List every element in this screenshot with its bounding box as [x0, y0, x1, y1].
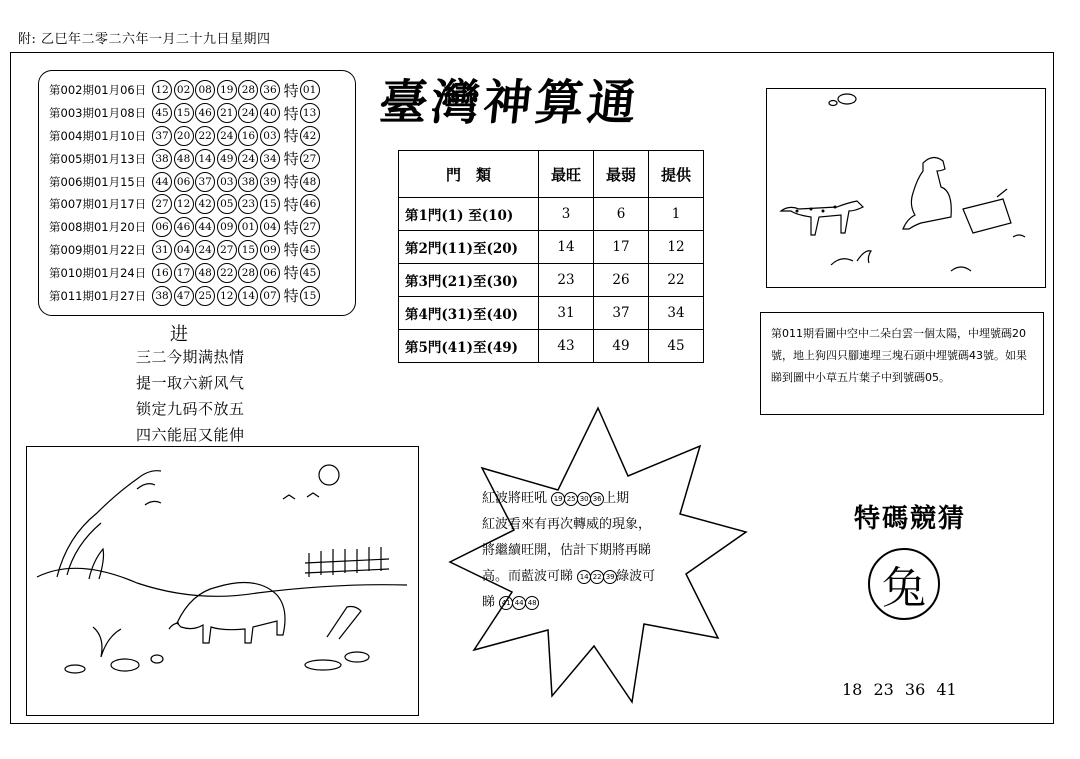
draw-row: [49, 284, 351, 307]
number-ball: 49: [217, 149, 237, 169]
number-ball: 15: [260, 194, 280, 214]
header-cell: 最弱: [594, 151, 649, 198]
special-label: 特: [283, 173, 299, 192]
header-date: 附: 乙巳年二零二六年一月二十九日星期四: [18, 32, 271, 47]
mini-ball: 48: [525, 596, 539, 610]
mini-ball: 14: [577, 570, 591, 584]
number-ball: 04: [174, 240, 194, 260]
table-row: [399, 264, 704, 297]
number-ball: 27: [217, 240, 237, 260]
illustration-man-and-dog: [766, 88, 1046, 288]
mini-ball: 19: [551, 492, 565, 506]
draw-label: 第003期01月08日: [49, 106, 147, 121]
hot-value: 14: [539, 231, 594, 264]
draw-row: [49, 193, 351, 216]
special-label: 特: [283, 241, 299, 260]
mini-ball: 39: [603, 570, 617, 584]
offer-value: 34: [649, 297, 704, 330]
guess-title: 特碼競猜: [854, 504, 967, 534]
special-ball: 45: [300, 240, 320, 260]
number-ball: 39: [260, 172, 280, 192]
draw-row: [49, 216, 351, 239]
number-ball: 27: [152, 194, 172, 214]
number-ball: 06: [152, 217, 172, 237]
cold-value: 26: [594, 264, 649, 297]
star-line: [482, 564, 720, 590]
hint-text: 第011期看圖中空中二朵白雲一個太陽，中埋號碼20號，地上狗四只腳連埋三塊石頭中埋號碼43號。如果睇到圖中小草五片葉子中到號碼05。: [760, 312, 1044, 415]
star-line: 將繼續旺開，估計下期將再睇: [482, 543, 652, 558]
special-ball: 01: [300, 80, 320, 100]
pig-drawing: [27, 447, 417, 714]
number-ball: 07: [260, 286, 280, 306]
number-ball: 08: [195, 80, 215, 100]
gate-label: 第1門(1) 至(10): [399, 198, 539, 231]
number-ball: 15: [238, 240, 258, 260]
number-ball: 23: [238, 194, 258, 214]
number-ball: 31: [152, 240, 172, 260]
draw-label: 第005期01月13日: [49, 151, 147, 166]
number-ball: 24: [238, 149, 258, 169]
number-ball: 16: [152, 263, 172, 283]
mini-ball: 25: [564, 492, 578, 506]
number-ball: 48: [195, 263, 215, 283]
special-label: 特: [283, 195, 299, 214]
verse-line: 提一取六新风气: [136, 374, 245, 392]
draw-row: [49, 102, 351, 125]
number-ball: 40: [260, 103, 280, 123]
gate-table: [398, 150, 704, 363]
offer-value: 45: [649, 330, 704, 363]
number-ball: 12: [152, 80, 172, 100]
verse-line: 四六能屈又能伸: [136, 426, 245, 444]
cold-value: 17: [594, 231, 649, 264]
cold-value: 6: [594, 198, 649, 231]
number-ball: 22: [217, 263, 237, 283]
draw-label: 第002期01月06日: [49, 83, 147, 98]
gate-label: 第2門(11)至(20): [399, 231, 539, 264]
number-ball: 14: [238, 286, 258, 306]
gate-label: 第3門(21)至(30): [399, 264, 539, 297]
number-ball: 24: [238, 103, 258, 123]
table-row: [399, 330, 704, 363]
number-ball: 38: [152, 286, 172, 306]
number-ball: 21: [217, 103, 237, 123]
special-ball: 27: [300, 217, 320, 237]
draw-label: 第008期01月20日: [49, 220, 147, 235]
number-ball: 38: [152, 149, 172, 169]
number-ball: 01: [238, 217, 258, 237]
cold-value: 49: [594, 330, 649, 363]
number-ball: 37: [152, 126, 172, 146]
hot-value: 3: [539, 198, 594, 231]
starburst-text: [482, 486, 720, 616]
mini-ball: 22: [590, 570, 604, 584]
special-ball: 42: [300, 126, 320, 146]
mini-ball: 44: [512, 596, 526, 610]
special-label: 特: [283, 81, 299, 100]
number-ball: 38: [238, 172, 258, 192]
number-ball: 12: [217, 286, 237, 306]
draw-row: [49, 147, 351, 170]
number-ball: 02: [174, 80, 194, 100]
illustration-pig-landscape: [26, 446, 419, 716]
mini-ball: 41: [499, 596, 513, 610]
star-text-part: 高。而藍波可睇: [482, 569, 574, 584]
verse-line: 三二今期满热情: [136, 348, 245, 366]
number-ball: 34: [260, 149, 280, 169]
number-ball: 22: [195, 126, 215, 146]
header-cell: 最旺: [539, 151, 594, 198]
number-ball: 19: [217, 80, 237, 100]
mini-ball: 30: [577, 492, 591, 506]
special-ball: 27: [300, 149, 320, 169]
gate-label: 第4門(31)至(40): [399, 297, 539, 330]
number-ball: 04: [260, 217, 280, 237]
draw-row: [49, 261, 351, 284]
number-ball: 15: [174, 103, 194, 123]
special-ball: 48: [300, 172, 320, 192]
special-ball: 15: [300, 286, 320, 306]
number-ball: 03: [260, 126, 280, 146]
table-row: [399, 297, 704, 330]
draw-label: 第006期01月15日: [49, 174, 147, 189]
cold-value: 37: [594, 297, 649, 330]
number-ball: 05: [217, 194, 237, 214]
header-cell: 提供: [649, 151, 704, 198]
draw-row: [49, 170, 351, 193]
verse-title: 进: [170, 324, 188, 345]
table-row: [399, 198, 704, 231]
draw-row: [49, 239, 351, 262]
draw-label: 第004期01月10日: [49, 128, 147, 143]
number-ball: 09: [217, 217, 237, 237]
hot-value: 23: [539, 264, 594, 297]
number-ball: 48: [174, 149, 194, 169]
draw-label: 第011期01月27日: [49, 288, 147, 303]
number-ball: 42: [195, 194, 215, 214]
hot-value: 31: [539, 297, 594, 330]
number-ball: 46: [195, 103, 215, 123]
special-ball: 46: [300, 194, 320, 214]
special-label: 特: [283, 104, 299, 123]
special-label: 特: [283, 127, 299, 146]
number-ball: 14: [195, 149, 215, 169]
star-text-part: 綠波可: [616, 569, 656, 584]
results-panel: [38, 70, 356, 316]
number-ball: 44: [195, 217, 215, 237]
number-ball: 47: [174, 286, 194, 306]
gate-label: 第5門(41)至(49): [399, 330, 539, 363]
offer-value: 22: [649, 264, 704, 297]
table-row: [399, 231, 704, 264]
number-ball: 37: [195, 172, 215, 192]
number-ball: 45: [152, 103, 172, 123]
offer-value: 1: [649, 198, 704, 231]
number-ball: 06: [260, 263, 280, 283]
verse-line: 锁定九码不放五: [136, 400, 245, 418]
draw-label: 第010期01月24日: [49, 265, 147, 280]
guess-animal: 兔: [868, 548, 940, 620]
header-cell: 門 類: [399, 151, 539, 198]
star-text-part: 睇: [482, 595, 496, 610]
star-line: 紅波看來有再次轉威的現象，: [482, 517, 652, 532]
draw-label: 第009期01月22日: [49, 242, 147, 257]
number-ball: 24: [217, 126, 237, 146]
draw-row: [49, 125, 351, 148]
number-ball: 16: [238, 126, 258, 146]
number-ball: 20: [174, 126, 194, 146]
special-ball: 13: [300, 103, 320, 123]
special-label: 特: [283, 218, 299, 237]
special-label: 特: [283, 150, 299, 169]
special-label: 特: [283, 287, 299, 306]
man-dog-drawing: [767, 89, 1044, 286]
number-ball: 25: [195, 286, 215, 306]
special-label: 特: [283, 264, 299, 283]
number-ball: 17: [174, 263, 194, 283]
number-ball: 03: [217, 172, 237, 192]
mini-ball: 36: [590, 492, 604, 506]
number-ball: 09: [260, 240, 280, 260]
star-line: [482, 590, 720, 616]
number-ball: 24: [195, 240, 215, 260]
guess-numbers: 18 23 36 41: [842, 680, 957, 699]
star-text-part: 上期: [603, 491, 630, 506]
hot-value: 43: [539, 330, 594, 363]
number-ball: 46: [174, 217, 194, 237]
page-title: 臺灣神算通: [376, 75, 643, 131]
draw-row: [49, 79, 351, 102]
offer-value: 12: [649, 231, 704, 264]
draw-label: 第007期01月17日: [49, 197, 147, 212]
table-header-row: [399, 151, 704, 198]
number-ball: 06: [174, 172, 194, 192]
number-ball: 44: [152, 172, 172, 192]
number-ball: 12: [174, 194, 194, 214]
special-ball: 45: [300, 263, 320, 283]
number-ball: 28: [238, 263, 258, 283]
number-ball: 36: [260, 80, 280, 100]
star-line: [482, 486, 720, 512]
number-ball: 28: [238, 80, 258, 100]
star-text-part: 紅波將旺吼: [482, 491, 548, 506]
